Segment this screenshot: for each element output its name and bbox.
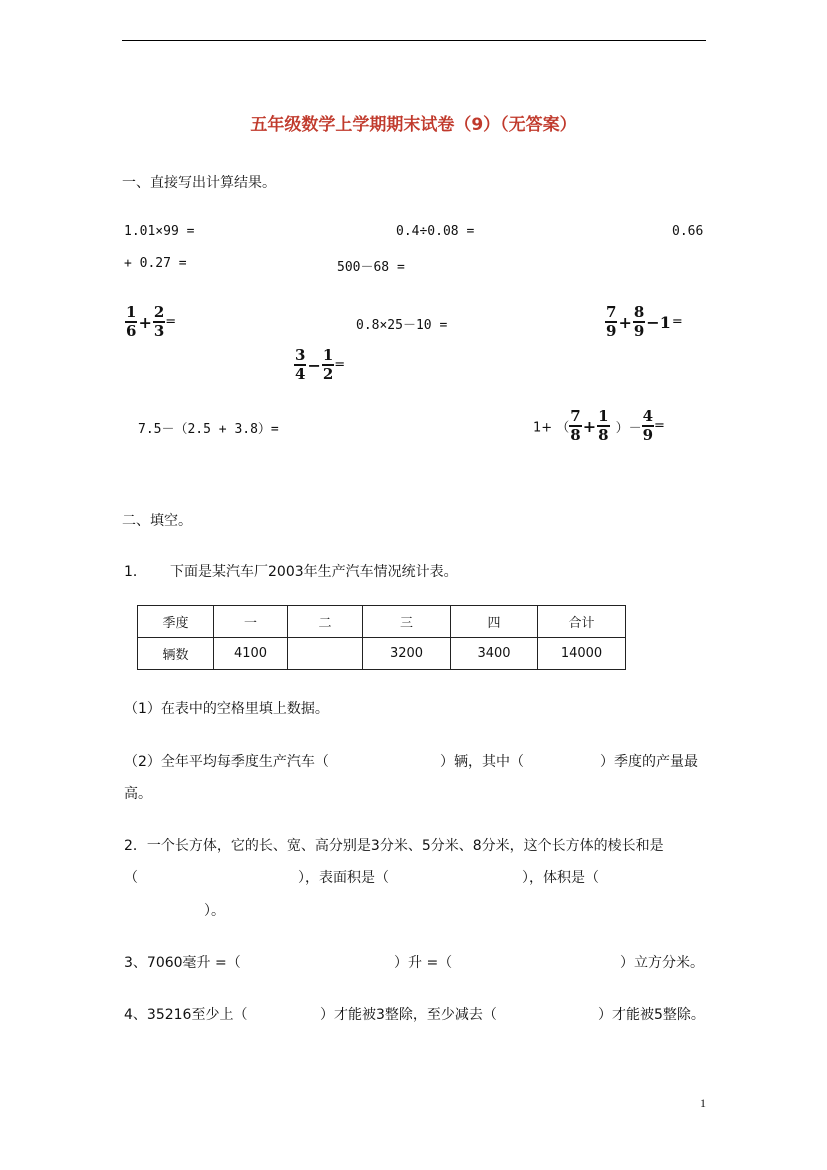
blank-cell[interactable] [288, 638, 363, 670]
table-cell: 合计 [538, 606, 626, 638]
q1-number: 1． [124, 564, 147, 580]
calc-plus-0-27: + 0.27 = [124, 256, 187, 271]
calc-frac-7-9-plus-8-9-minus-1: $\frac{7}{9}$ + $\frac{8}{9}$ −1= [606, 303, 683, 340]
header-rule [122, 40, 706, 41]
q1-sub2-c: ）季度的产量最 [600, 754, 698, 770]
q2-line3: ）。 [204, 903, 225, 919]
calc-frac-3-4-minus-1-2: $\frac{3}{4}$ − $\frac{1}{2}$ = [295, 346, 346, 383]
q1-sub2-a: （2）全年平均每季度生产汽车（ [124, 754, 329, 770]
calc-0-66: 0.66 [672, 224, 704, 239]
calc-1-plus-paren-frac: 1+ （ $\frac{7}{8}$ + $\frac{1}{8}$ ）－ $\frac{4}{9}$ = [533, 407, 665, 444]
table-cell: 季度 [138, 606, 214, 638]
fraction: $\frac{4}{9}$ [642, 407, 654, 444]
q3-a: 3、7060毫升 =（ [124, 955, 241, 971]
q4-b: ）才能被3整除，至少减去（ [320, 1007, 497, 1023]
table-cell: 一 [214, 606, 288, 638]
q2-line2-a: （ [124, 870, 138, 886]
calc-0-8x25-minus-10: 0.8×25－10 = [356, 318, 448, 333]
q1-sub1: （1）在表中的空格里填上数据。 [124, 701, 329, 717]
calc-7-5-minus-paren: 7.5－（2.5 + 3.8）= [138, 422, 279, 437]
production-table [137, 605, 626, 670]
calc-0-4div0-08: 0.4÷0.08 = [396, 224, 475, 239]
table-cell: 辆数 [138, 638, 214, 670]
q1-sub2-d: 高。 [124, 786, 152, 802]
calc-500-minus-68: 500－68 = [337, 260, 405, 275]
section1-heading: 一、直接写出计算结果。 [122, 175, 276, 191]
page-title: 五年级数学上学期期末试卷（9）（无答案） [250, 115, 577, 135]
table-cell: 14000 [538, 638, 626, 670]
fraction: $\frac{1}{8}$ [598, 407, 609, 444]
q2-line2-b: ），表面积是（ [298, 870, 389, 886]
table-cell: 3200 [363, 638, 451, 670]
table-cell: 三 [363, 606, 451, 638]
fraction: $\frac{7}{9}$ [606, 303, 617, 340]
q4-a: 4、35216至少上（ [124, 1007, 248, 1023]
table-cell: 3400 [451, 638, 538, 670]
q1-text: 下面是某汽车厂2003年生产汽车情况统计表。 [170, 564, 458, 580]
table-cell: 四 [451, 606, 538, 638]
q3-c: ）立方分米。 [620, 955, 704, 971]
table-cell: 二 [288, 606, 363, 638]
q3-b: ）升 =（ [394, 955, 453, 971]
calc-1-01x99: 1.01×99 = [124, 224, 195, 239]
fraction: $\frac{1}{6}$ [126, 303, 137, 340]
fraction: $\frac{3}{4}$ [295, 346, 306, 383]
table-row [138, 638, 626, 670]
fraction: $\frac{2}{3}$ [153, 303, 165, 340]
q2-line1: 2．一个长方体，它的长、宽、高分别是3分米、5分米、8分米，这个长方体的棱长和是 [124, 838, 664, 854]
table-header-row [138, 606, 626, 638]
fraction: $\frac{7}{8}$ [570, 407, 581, 444]
q2-line2-c: ），体积是（ [522, 870, 599, 886]
section2-heading: 二、填空。 [122, 513, 192, 529]
calc-frac-1-6-plus-2-3: $\frac{1}{6}$ + $\frac{2}{3}$ = [126, 303, 177, 340]
fraction: $\frac{8}{9}$ [633, 303, 645, 340]
q4-c: ）才能被5整除。 [598, 1007, 705, 1023]
q1-sub2-b: ）辆，其中（ [440, 754, 524, 770]
fraction: $\frac{1}{2}$ [322, 346, 334, 383]
page-number: 1 [700, 1096, 706, 1110]
table-cell: 4100 [214, 638, 288, 670]
